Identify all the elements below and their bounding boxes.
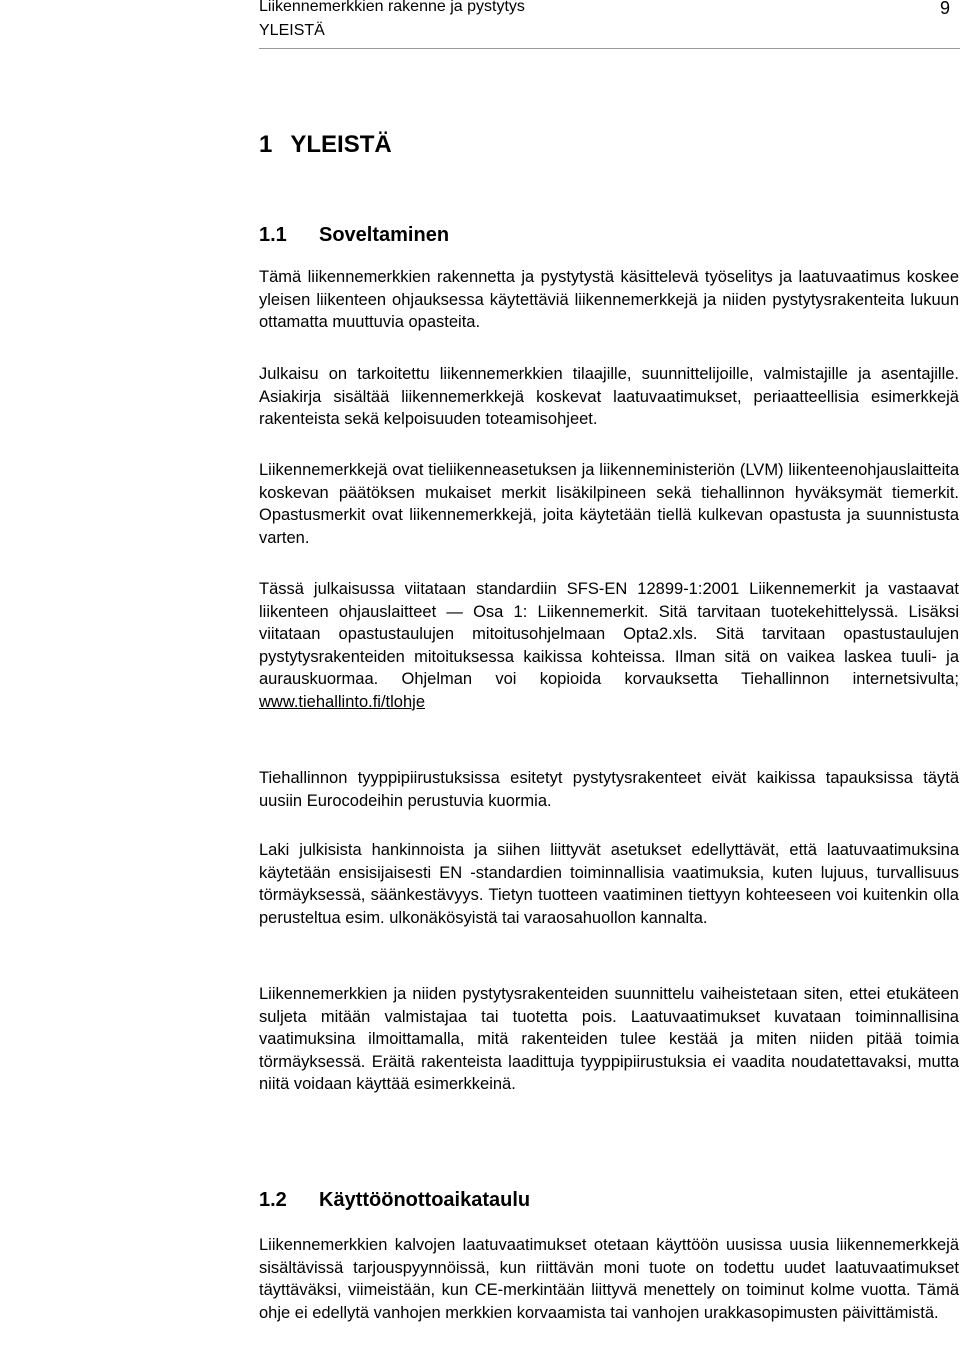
paragraph: Liikennemerkkien kalvojen laatuvaatimukset otetaan käyttöön uusissa uusia liikennemerkkejä sisältävissä tarjouspyynnöissä, kun riittävän moni tuote on todettu uudet laatuvaatimukset täyttäväksi, viimeistään, kun CE-merkintään liittyvä menettely on toiminut kolme vuotta. Tämä ohje ei edellytä vanhojen merkkien korvaamista tai vanhojen urakkasopimusten päivittämistä. bbox=[259, 1236, 959, 1322]
paragraph: Tiehallinnon tyyppipiirustuksissa esitetyt pystytysrakenteet eivät kaikissa tapauksissa täytä uusiin Eurocodeihin perustuvia kuormia. bbox=[259, 769, 959, 810]
section-title: Käyttöönottoaikataulu bbox=[319, 1189, 531, 1211]
section-number: 1.2 bbox=[259, 1189, 287, 1211]
running-section-title: YLEISTÄ bbox=[259, 22, 325, 39]
section-heading-1-2 bbox=[259, 1187, 530, 1213]
section-heading-1-1 bbox=[259, 222, 449, 248]
paragraph: Julkaisu on tarkoitettu liikennemerkkien tilaajille, suunnittelijoille, valmistajille ja asentajille. Asiakirja sisältää liikennemerkkejä koskevat laatuvaatimukset, periaatteellisia esimerkkejä rakenteista sekä kelpoisuuden toteamisohjeet. bbox=[259, 365, 959, 428]
tiehallinto-link[interactable]: www.tiehallinto.fi/tlohje bbox=[259, 692, 425, 711]
section-title: Soveltaminen bbox=[319, 224, 450, 246]
page-header bbox=[259, 0, 960, 50]
header-divider bbox=[259, 48, 960, 49]
chapter-heading bbox=[259, 130, 392, 160]
paragraph: Liikennemerkkien ja niiden pystytysrakenteiden suunnittelu vaiheistetaan siten, ettei etukäteen suljeta mitään valmistajaa tai tuotetta pois. Laatuvaatimukset kuvataan toiminnallisina vaatimuksina ilmoittamalla, mitä rakenteiden tulee kestää ja miten niiden pitää toimia törmäyksessä. Eräitä rakenteista laadittuja tyyppipiirustuksia ei vaadita noudatettavaksi, mutta niitä voidaan käyttää esimerkkeinä. bbox=[259, 985, 959, 1093]
document-title: Liikennemerkkien rakenne ja pystytys bbox=[259, 0, 525, 15]
section-number: 1.1 bbox=[259, 224, 287, 246]
chapter-title: YLEISTÄ bbox=[290, 131, 392, 158]
page-number: 9 bbox=[939, 0, 950, 18]
paragraph: Liikennemerkkejä ovat tieliikenneasetuksen ja liikenneministeriön (LVM) liikenteenohjauslaitteita koskevan päätöksen mukaiset merkit lisäkilpineen sekä tiehallinnon hyväksymät tiemerkit. Opastusmerkit ovat liikennemerkkejä, joita käytetään tiellä kulkevan opastusta ja suunnistusta varten. bbox=[259, 461, 959, 547]
paragraph: Laki julkisista hankinnoista ja siihen liittyvät asetukset edellyttävät, että laatuvaatimuksina käytetään ensisijaisesti EN -standardien toiminnallisia vaatimuksia, kuten lujuus, turvallisuus törmäyksessä, säänkestävyys. Tietyn tuotteen vaatiminen tiettyyn kohteeseen voi kuitenkin olla perusteltua esim. ulkonäkösyistä tai varaosahuollon kannalta. bbox=[259, 841, 959, 927]
paragraph-text: Tässä julkaisussa viitataan standardiin SFS-EN 12899-1:2001 Liikennemerkit ja vastaavat liikenteen ohjauslaitteet — Osa 1: Liikennemerkit. Sitä tarvitaan tuotekehittelyssä. Lisäksi viitataan opastustaulujen mitoitusohjelmaan Opta2.xls. Sitä tarvitaan opastustaulujen pystytysrakenteiden mitoituksessa kaikissa kohteissa. Ilman sitä on vaikea laskea tuuli- ja aurauskuormaa. Ohjelman voi kopioida korvauksetta Tiehallinnon internetsivulta; bbox=[259, 580, 959, 688]
paragraph-with-link bbox=[259, 578, 959, 713]
paragraph: Tämä liikennemerkkien rakennetta ja pystytystä käsittelevä työselitys ja laatuvaatimus koskee yleisen liikenteen ohjauksessa käytettäviä liikennemerkkejä ja niiden pystytysrakenteita lukuun ottamatta muuttuvia opasteita. bbox=[259, 268, 959, 331]
chapter-number: 1 bbox=[259, 131, 273, 158]
